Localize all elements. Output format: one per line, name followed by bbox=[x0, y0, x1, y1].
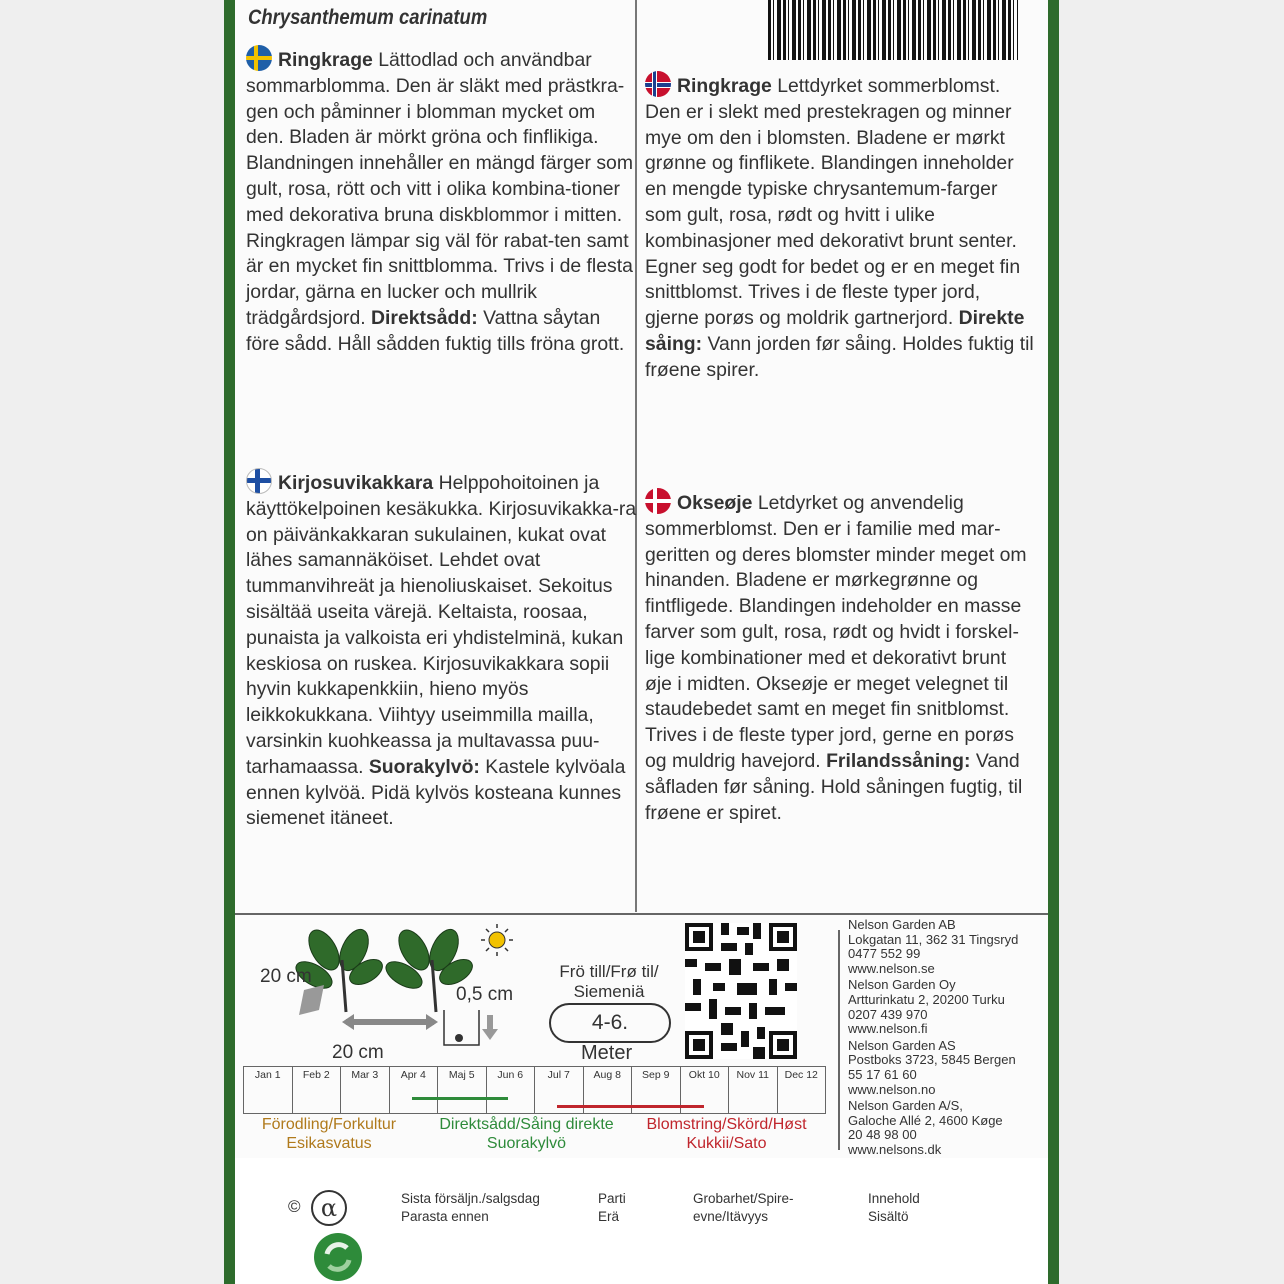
address-line: Artturinkatu 2, 20200 Turku bbox=[848, 991, 1005, 1007]
direct-sowing-bar bbox=[412, 1097, 508, 1100]
address-line: Nelson Garden A/S, bbox=[848, 1098, 963, 1114]
text-block-finnish bbox=[246, 468, 638, 832]
seeds-per-meter-value: 4-6. bbox=[549, 1003, 671, 1043]
address-line: www.nelsons.dk bbox=[848, 1141, 942, 1157]
depth-label: 0,5 cm bbox=[456, 984, 514, 1005]
danish-flag-icon bbox=[645, 488, 671, 514]
address-line: www.nelson.no bbox=[848, 1081, 936, 1097]
swedish-sowing-label: Direktsådd: bbox=[371, 306, 478, 329]
swedish-sowing-text: Vattna såytan före sådd. Håll sådden fuktig tills fröna grott. bbox=[246, 306, 625, 355]
calendar-month: Nov 11 bbox=[729, 1067, 778, 1113]
legend-direct bbox=[424, 1115, 629, 1153]
address-line: 55 17 61 60 bbox=[848, 1066, 917, 1082]
danish-title: Okseøje bbox=[677, 492, 753, 514]
legend-bloom-line2: Kukkii/Sato bbox=[686, 1135, 767, 1152]
calendar-month: Jan 1 bbox=[244, 1067, 293, 1113]
seeds-unit: Meter bbox=[581, 1042, 633, 1064]
legend-bloom-line1: Blomstring/Skörd/Høst bbox=[646, 1116, 807, 1133]
sowing-calendar bbox=[243, 1066, 826, 1114]
swedish-text: Lättodlad och användbar sommarblomma. Den är släkt med prästkra-gen och påminner i blomman mycket om den. Bladen är mörkt gröna och finflikiga. Blandningen innehåller en mängd färger som gult, rosa, rött och vitt i olika kombina-tioner med dekorativa bruna diskblommor i mitten. Ringkragen lämpar sig väl för rabat-ten samt är en mycket fin snittblomma. Trivs i de flesta jordar, gärna en lucker och mullrik trädgårdsjord. bbox=[246, 49, 633, 329]
seeds-label-line2: Siemeniä bbox=[573, 982, 645, 1001]
svg-text:α: α bbox=[320, 1194, 338, 1222]
green-border-left bbox=[224, 0, 235, 1284]
norwegian-sowing-label: Direkte såing: bbox=[645, 307, 1025, 355]
qr-code-icon bbox=[685, 923, 797, 1059]
height-label: 20 cm bbox=[260, 966, 312, 987]
address-line: 0207 439 970 bbox=[848, 1006, 928, 1022]
barcode bbox=[768, 0, 1018, 60]
germination-line1: Grobarhet/Spire- bbox=[693, 1191, 794, 1206]
legend-bloom bbox=[634, 1115, 819, 1153]
legend-direct-line2: Suorakylvö bbox=[486, 1135, 567, 1152]
calendar-month: Jun 6 bbox=[487, 1067, 536, 1113]
address-line: 0477 552 99 bbox=[848, 946, 921, 962]
danish-text: Letdyrket og anvendelig sommerblomst. Den er i familie med mar-geritten og deres blomster minder meget om hinanden. Bladene er mørkegrønne og fintfligede. Blandingen indeholder en masse farver som gult, rosa, rødt og hvidt i forskel-lige kombinationer med et dekorativt brunt øje i midten. Okseøje er meget velegnet til staudebedet samt en meget fin snitblomst. Trives i de fleste typer jord, gerne en porøs og muldrig havejord. bbox=[645, 492, 1027, 772]
address-block bbox=[848, 978, 1048, 1036]
finnish-text: Helppohoitoinen ja käyttökelpoinen kesäkukka. Kirjosuvikakka-ra on päivänkakkaran sukulainen, kukat ovat lähes samannäköiset. Lehdet ovat tummanvihreät ja hienoliuskaiset. Sekoitus sisältää useita värejä. Keltaista, roosaa, punaista ja valkoista eri yhdistelminä, kukan keskiosa on ruskea. Kirjosuvikakkara sopii hyvin kukkapenkkiin, hieno myös leikkokukkana. Viihtyy useimmilla mailla, varsinkin kuohkeassa ja multavassa puu-tarhamaassa. bbox=[246, 472, 637, 778]
legend-pre-line1: Förodling/Forkultur bbox=[261, 1116, 397, 1133]
copyright-symbol: © bbox=[288, 1197, 301, 1216]
legend-preculture bbox=[244, 1115, 414, 1153]
calendar-month: Okt 10 bbox=[681, 1067, 730, 1113]
bottom-info-strip bbox=[235, 1158, 1048, 1284]
legend-direct-line1: Direktsådd/Såing direkte bbox=[439, 1116, 614, 1133]
spacing-label: 20 cm bbox=[332, 1042, 384, 1063]
contents-line2: Sisältö bbox=[868, 1209, 909, 1224]
calendar-month: Sep 9 bbox=[632, 1067, 681, 1113]
address-line: www.nelson.fi bbox=[848, 1021, 928, 1037]
address-divider bbox=[838, 930, 840, 1150]
finnish-title: Kirjosuvikakkara bbox=[278, 472, 434, 494]
finnish-sowing-label: Suorakylvö: bbox=[368, 755, 480, 778]
alpha-logo-icon bbox=[309, 1188, 349, 1228]
address-line: Postboks 3723, 5845 Bergen bbox=[848, 1052, 1016, 1068]
finnish-sowing-text: Kastele kylvöala ennen kylvöä. Pidä kylvös kosteana kunnes siemenet itäneet. bbox=[246, 755, 626, 830]
batch-line1: Parti bbox=[598, 1191, 626, 1206]
sell-by-label bbox=[401, 1190, 540, 1226]
danish-sowing-label: Frilandssåning: bbox=[826, 749, 971, 772]
norwegian-flag-icon bbox=[645, 71, 671, 97]
calendar-month: Maj 5 bbox=[438, 1067, 487, 1113]
batch-line2: Erä bbox=[598, 1209, 620, 1224]
address-line: Galoche Allé 2, 4600 Køge bbox=[848, 1112, 1003, 1128]
green-border-right bbox=[1048, 0, 1059, 1284]
calendar-month: Feb 2 bbox=[293, 1067, 342, 1113]
norwegian-text: Lettdyrket sommerblomst. Den er i slekt med prestekragen og minner mye om den i blomsten. Bladene er mørkt grønne og finflikete. Blandingen inneholder en mengde typiske chrysantemum-farger som gult, rosa, rødt og hvitt i ulike kombinasjoner med dekorativt brunt senter. Egner seg godt for bedet og er en meget fin snittblomst. Trives i de fleste typer jord, gjerne porøs og moldrik gartnerjord. bbox=[645, 75, 1021, 330]
calendar-month: Mar 3 bbox=[341, 1067, 390, 1113]
swedish-flag-icon bbox=[246, 45, 272, 71]
address-line: Nelson Garden Oy bbox=[848, 977, 956, 993]
text-block-swedish bbox=[246, 45, 638, 358]
sell-by-line2: Parasta ennen bbox=[401, 1209, 489, 1224]
text-block-norwegian bbox=[645, 71, 1037, 384]
address-line: www.nelson.se bbox=[848, 960, 935, 976]
address-block bbox=[848, 1099, 1048, 1157]
legend-pre-line2: Esikasvatus bbox=[286, 1135, 372, 1152]
finnish-flag-icon bbox=[246, 468, 272, 494]
latin-name: Chrysanthemum carinatum bbox=[248, 6, 488, 29]
address-line: 20 48 98 00 bbox=[848, 1127, 917, 1143]
danish-sowing-text: Vand såfladen før såning. Hold såningen fugtig, til frøene er spiret. bbox=[645, 749, 1023, 824]
germination-label bbox=[693, 1190, 794, 1226]
address-block bbox=[848, 918, 1048, 976]
norwegian-title: Ringkrage bbox=[677, 75, 772, 97]
calendar-month: Apr 4 bbox=[390, 1067, 439, 1113]
address-block bbox=[848, 1039, 1048, 1097]
address-line: Nelson Garden AS bbox=[848, 1037, 956, 1053]
contents-label bbox=[868, 1190, 920, 1226]
germination-line2: evne/Itävyys bbox=[693, 1209, 769, 1224]
seeds-label-line1: Frö till/Frø til/ bbox=[559, 962, 659, 981]
address-line: Lokgatan 11, 362 31 Tingsryd bbox=[848, 931, 1019, 947]
swedish-title: Ringkrage bbox=[278, 49, 373, 71]
address-line: Nelson Garden AB bbox=[848, 917, 956, 932]
green-dot-recycling-icon bbox=[313, 1232, 363, 1282]
text-block-danish bbox=[645, 488, 1037, 826]
info-divider bbox=[235, 913, 1048, 915]
sell-by-line1: Sista försäljn./salgsdag bbox=[401, 1191, 540, 1206]
calendar-month: Dec 12 bbox=[784, 1069, 818, 1081]
company-addresses bbox=[848, 918, 1048, 1160]
batch-label bbox=[598, 1190, 626, 1226]
norwegian-sowing-text: Vann jorden før såing. Holdes fuktig til frøene spirer. bbox=[645, 332, 1034, 381]
calendar-month: Aug 8 bbox=[584, 1067, 633, 1113]
contents-line1: Innehold bbox=[868, 1191, 920, 1206]
bloom-bar bbox=[557, 1105, 704, 1108]
calendar-month: Jul 7 bbox=[535, 1067, 584, 1113]
seed-packet-back bbox=[224, 0, 1059, 1284]
seeds-label bbox=[544, 962, 674, 1002]
